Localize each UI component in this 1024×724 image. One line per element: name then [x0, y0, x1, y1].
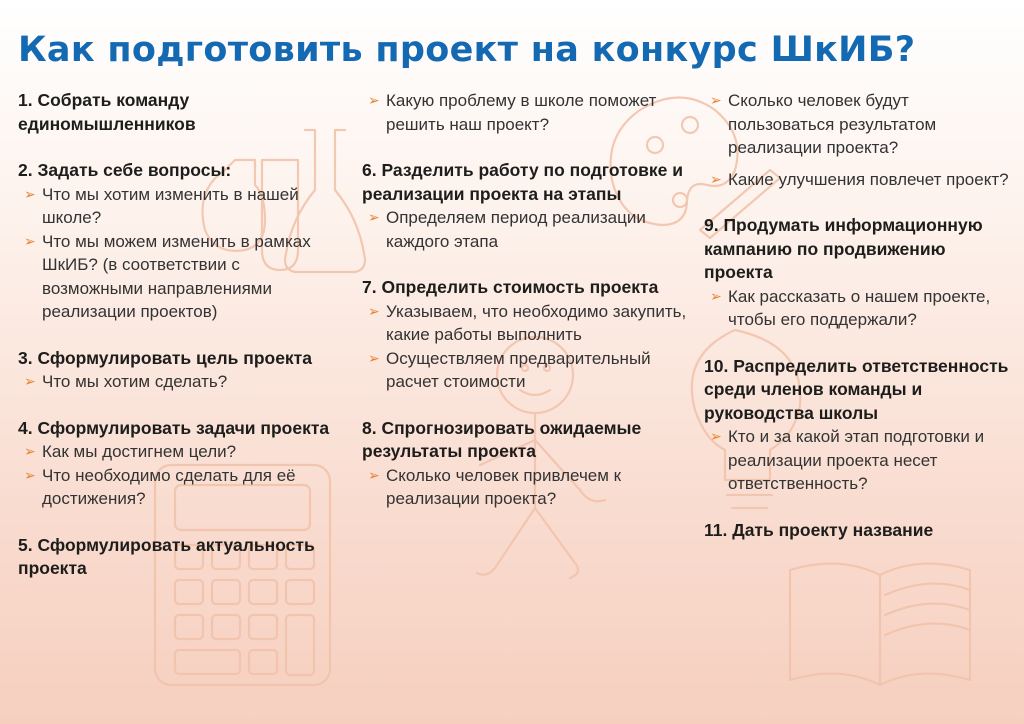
list-item: ➢ Как рассказать о нашем проекте, чтобы его поддержали?: [710, 286, 991, 329]
arrow-bullet-icon: ➢: [24, 373, 36, 389]
arrow-bullet-icon: ➢: [710, 428, 722, 444]
column-3: [704, 89, 1014, 542]
list-item: ➢ Что мы хотим изменить в нашей школе?: [24, 184, 299, 227]
step-10-title: 10. Распределить ответственность среди членов команды и руководства школы: [704, 355, 1009, 423]
arrow-bullet-icon: ➢: [368, 92, 380, 108]
arrow-bullet-icon: ➢: [710, 287, 722, 304]
list-item: ➢ Какую проблему в школе поможет решить наш проект?: [368, 91, 657, 134]
step-7-title: 7. Определить стоимость проекта: [362, 277, 659, 297]
page-title: Как подготовить проект на конкурс ШкИБ?: [18, 30, 916, 70]
list-item: ➢ Сколько человек будут пользоваться результатом реализации проекта?: [710, 91, 937, 157]
step-8-title: 8. Спрогнозировать ожидаемые результаты проекта: [362, 417, 642, 461]
step-4-title: 4. Сформулировать задачи проекта: [18, 417, 330, 438]
step-8-bullets: [362, 464, 692, 511]
list-item: ➢ Сколько человек привлечем к реализации проекта?: [368, 465, 622, 508]
list-item: ➢ Что мы можем изменить в рамках ШкИБ? (в соответствии с возможными направлениями реализации проектов): [24, 231, 311, 321]
arrow-bullet-icon: ➢: [368, 349, 380, 366]
arrow-bullet-icon: ➢: [368, 466, 380, 483]
book-doodle: [790, 564, 970, 685]
list-item: ➢ Осуществляем предварительный расчет стоимости: [368, 348, 651, 391]
step-9-title: 9. Продумать информационную кампанию по продвижению проекта: [704, 215, 983, 282]
list-item: ➢ Какие улучшения повлечет проект?: [704, 168, 1014, 192]
step-1-title: 1. Собрать команду единомышленников: [18, 90, 196, 134]
step-6-title: 6. Разделить работу по подготовке и реализации проекта на этапы: [362, 160, 684, 204]
arrow-bullet-icon: ➢: [710, 170, 722, 187]
list-item: ➢ Что необходимо сделать для её достижения?: [24, 465, 296, 508]
step-11-title: 11. Дать проекту название: [704, 519, 934, 540]
step-7-bullets: [362, 300, 692, 394]
list-item: ➢ Кто и за какой этап подготовки и реализации проекта несет ответственность?: [710, 427, 985, 493]
column-2: [362, 89, 692, 511]
step-2-bullets: [18, 183, 338, 324]
list-item: ➢ Что мы хотим сделать?: [18, 370, 338, 394]
step-6-bullets: [362, 206, 692, 253]
step-3-title: 3. Сформулировать цель проекта: [18, 347, 312, 368]
step-8-bullets-continued: [704, 89, 1014, 191]
step-10-bullets: [704, 425, 1014, 496]
column-1: [18, 89, 338, 581]
list-item: ➢ Указываем, что необходимо закупить, какие работы выполнить: [368, 301, 687, 344]
arrow-bullet-icon: ➢: [710, 92, 722, 108]
arrow-bullet-icon: ➢: [368, 209, 380, 225]
arrow-bullet-icon: ➢: [24, 232, 36, 249]
arrow-bullet-icon: ➢: [24, 466, 36, 483]
step-2-title: 2. Задать себе вопросы:: [18, 160, 232, 180]
arrow-bullet-icon: ➢: [24, 185, 36, 202]
list-item: ➢ Определяем период реализации каждого этапа: [368, 208, 646, 251]
step-3-bullets: [18, 370, 338, 394]
step-9-bullets: [704, 285, 1014, 332]
list-item: ➢ Как мы достигнем цели?: [18, 440, 338, 464]
step-4-bullets: [18, 440, 338, 511]
arrow-bullet-icon: ➢: [368, 302, 380, 319]
step-5-bullets: [362, 89, 692, 136]
step-5-title: 5. Сформулировать актуальность проекта: [18, 534, 315, 578]
arrow-bullet-icon: ➢: [24, 443, 36, 459]
